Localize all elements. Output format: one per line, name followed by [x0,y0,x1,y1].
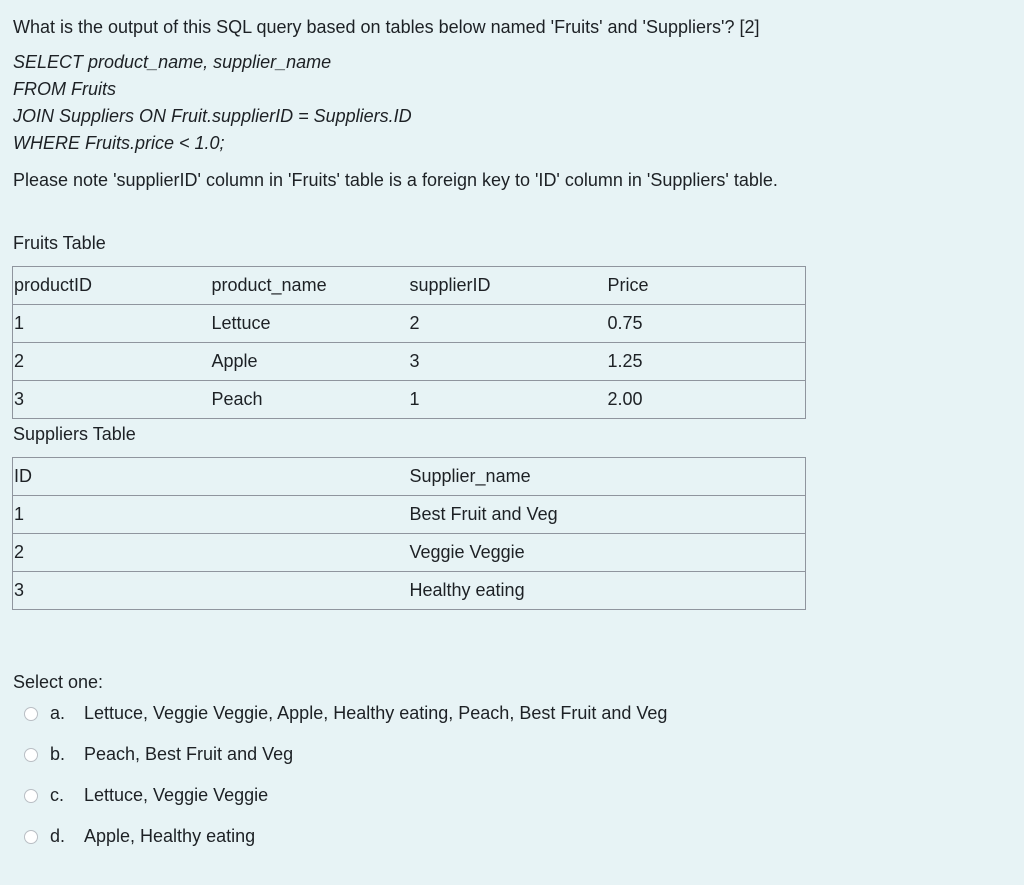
table-row [13,572,806,610]
question-text [13,14,1003,194]
answer-letter: d. [50,826,66,846]
table-cell: 3 [13,381,211,419]
table-cell: 3 [409,343,607,381]
answer-letter: b. [50,744,66,764]
table-cell [607,496,806,534]
question-note: Please note 'supplierID' column in 'Fruits' table is a foreign key to 'ID' column in 'Suppliers' table. [13,170,778,190]
radio-button-a[interactable] [24,707,38,721]
table-cell: 2 [409,305,607,343]
answer-text: Apple, Healthy eating [84,826,256,846]
table-cell [211,534,409,572]
answer-letter: a. [50,703,66,723]
table-cell: 2.00 [607,381,806,419]
table-row [13,381,806,419]
table-cell: Veggie Veggie [409,534,607,572]
answer-option-d[interactable] [24,816,667,857]
header-cell: supplierID [409,267,607,305]
table-row [13,305,806,343]
table-cell: 1.25 [607,343,806,381]
table-cell [211,496,409,534]
table-cell: 1 [13,496,211,534]
suppliers-table-caption: Suppliers Table [13,424,136,444]
table-cell: 1 [13,305,211,343]
table-cell: Best Fruit and Veg [409,496,607,534]
question-title: What is the output of this SQL query based on tables below named 'Fruits' and 'Suppliers'? [2] [13,17,760,37]
table-cell: 0.75 [607,305,806,343]
header-cell [211,458,409,496]
table-cell: Lettuce [211,305,409,343]
sql-line-select: SELECT product_name, supplier_name [13,52,332,72]
sql-line-where: WHERE Fruits.price < 1.0; [13,133,225,153]
table-row [13,343,806,381]
table-cell [607,534,806,572]
answer-options [24,693,667,857]
suppliers-table [12,457,806,610]
answer-option-b[interactable] [24,734,667,775]
answer-text: Peach, Best Fruit and Veg [84,744,294,764]
answer-option-c[interactable] [24,775,667,816]
table-cell: 1 [409,381,607,419]
header-cell: product_name [211,267,409,305]
table-cell: Peach [211,381,409,419]
fruits-table [12,266,806,419]
header-cell: productID [13,267,211,305]
table-cell: Healthy eating [409,572,607,610]
table-row [13,534,806,572]
answer-text: Lettuce, Veggie Veggie [84,785,269,805]
table-row [13,496,806,534]
table-cell [211,572,409,610]
answer-option-a[interactable] [24,693,667,734]
table-cell: Apple [211,343,409,381]
sql-line-join: JOIN Suppliers ON Fruit.supplierID = Suppliers.ID [13,106,412,126]
table-cell: 2 [13,343,211,381]
table-header-row [13,458,806,496]
header-cell: Supplier_name [409,458,607,496]
table-cell: 3 [13,572,211,610]
sql-line-from: FROM Fruits [13,79,116,99]
table-header-row [13,267,806,305]
radio-button-b[interactable] [24,748,38,762]
fruits-table-caption: Fruits Table [13,233,106,253]
header-cell [607,458,806,496]
table-cell: 2 [13,534,211,572]
header-cell: ID [13,458,211,496]
answer-text: Lettuce, Veggie Veggie, Apple, Healthy eating, Peach, Best Fruit and Veg [84,703,668,723]
radio-button-c[interactable] [24,789,38,803]
radio-button-d[interactable] [24,830,38,844]
header-cell: Price [607,267,806,305]
table-cell [607,572,806,610]
answer-letter: c. [50,785,65,805]
select-one-prompt: Select one: [13,672,104,692]
